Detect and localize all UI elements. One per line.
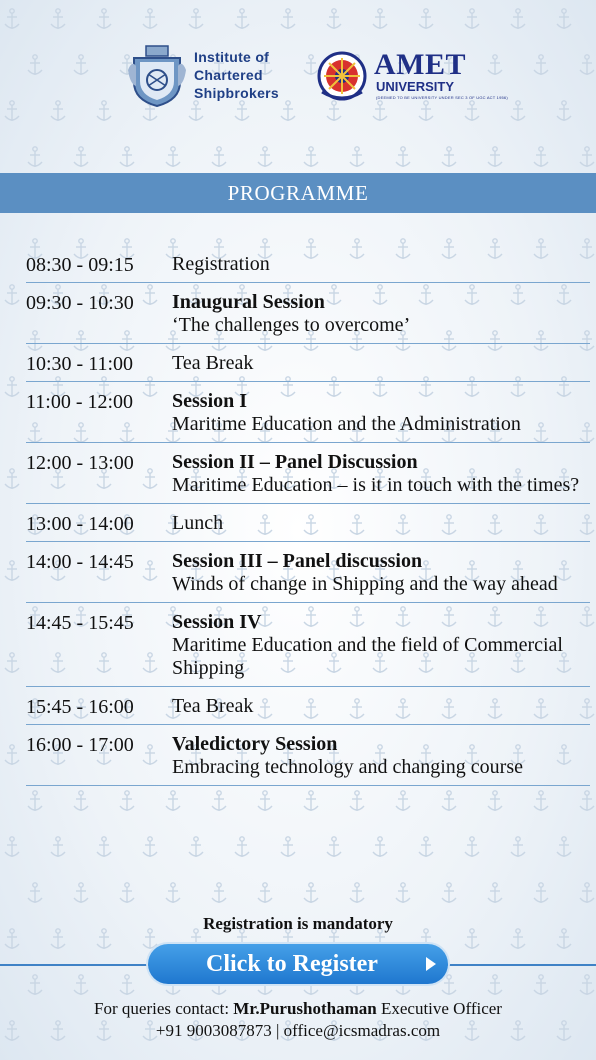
schedule-row [26,344,590,382]
amet-subtitle: UNIVERSITY [376,79,455,94]
schedule-item-label: Tea Break [172,352,254,374]
schedule-row [26,725,590,786]
session-subtitle: Maritime Education – is it in touch with the times? [172,474,580,496]
session-subtitle: ‘The challenges to overcome’ [172,314,411,336]
ics-name-line-3: Shipbrokers [194,85,279,101]
schedule-description [172,603,590,686]
amet-logo [316,48,508,110]
schedule-time: 15:45 - 16:00 [26,696,134,718]
schedule-description [172,542,590,602]
schedule-time: 10:30 - 11:00 [26,353,134,375]
session-subtitle: Embracing technology and changing course [172,756,523,778]
play-arrow-icon [426,957,436,971]
schedule-description [172,382,590,442]
schedule-description [172,725,590,785]
schedule-row [26,687,590,725]
schedule-item-label: Lunch [172,512,224,534]
contact-name: Mr.Purushothaman [233,999,377,1018]
schedule-row [26,382,590,443]
registration-note: Registration is mandatory [203,914,393,933]
schedule-description [172,344,590,381]
contact-line-1 [0,998,596,1020]
session-subtitle: Winds of change in Shipping and the way ahead [172,573,558,595]
schedule-time: 14:00 - 14:45 [26,551,134,573]
ics-name-line-2: Chartered [194,67,263,83]
session-subtitle: Maritime Education and the Administration [172,413,521,435]
amet-tagline: (DEEMED TO BE UNIVERSITY UNDER SEC 3 OF UGC ACT 1956) [376,95,508,100]
session-subtitle: Maritime Education and the field of Commercial Shipping [172,634,563,679]
register-button-label: Click to Register [206,951,378,977]
schedule-row [26,542,590,603]
schedule-time: 14:45 - 15:45 [26,612,134,634]
schedule-row [26,443,590,504]
schedule-row [26,245,590,283]
schedule-time: 16:00 - 17:00 [26,734,134,756]
programme-schedule [0,245,596,786]
session-title: Session IV [172,611,262,633]
schedule-row [26,283,590,344]
contact-details: +91 9003087873 | office@icsmadras.com [155,1021,441,1040]
contact-prefix: For queries contact: [94,999,234,1018]
schedule-description [172,283,590,343]
schedule-description [172,504,590,541]
contact-role: Executive Officer [376,999,502,1018]
schedule-time: 12:00 - 13:00 [26,452,134,474]
register-button[interactable] [148,944,448,984]
schedule-time: 08:30 - 09:15 [26,254,134,276]
ics-name [194,48,279,102]
ics-crest-icon [126,40,188,108]
contact-info [0,998,596,1042]
schedule-row [26,504,590,542]
amet-title: AMET [374,48,466,81]
schedule-description [172,443,590,503]
session-title: Session II – Panel Discussion [172,451,418,473]
amet-emblem-icon [316,50,368,102]
schedule-item-label: Tea Break [172,695,254,717]
schedule-description [172,245,590,282]
schedule-time: 13:00 - 14:00 [26,513,134,535]
ics-name-line-1: Institute of [194,49,270,65]
schedule-item-label: Registration [172,253,270,275]
schedule-time: 09:30 - 10:30 [26,292,134,314]
programme-banner: PROGRAMME [0,173,596,213]
schedule-row [26,603,590,687]
session-title: Session III – Panel discussion [172,550,423,572]
schedule-time: 11:00 - 12:00 [26,391,134,413]
session-title: Session I [172,390,248,412]
session-title: Inaugural Session [172,291,325,313]
ics-logo [126,40,306,110]
session-title: Valedictory Session [172,733,338,755]
schedule-description [172,687,590,724]
